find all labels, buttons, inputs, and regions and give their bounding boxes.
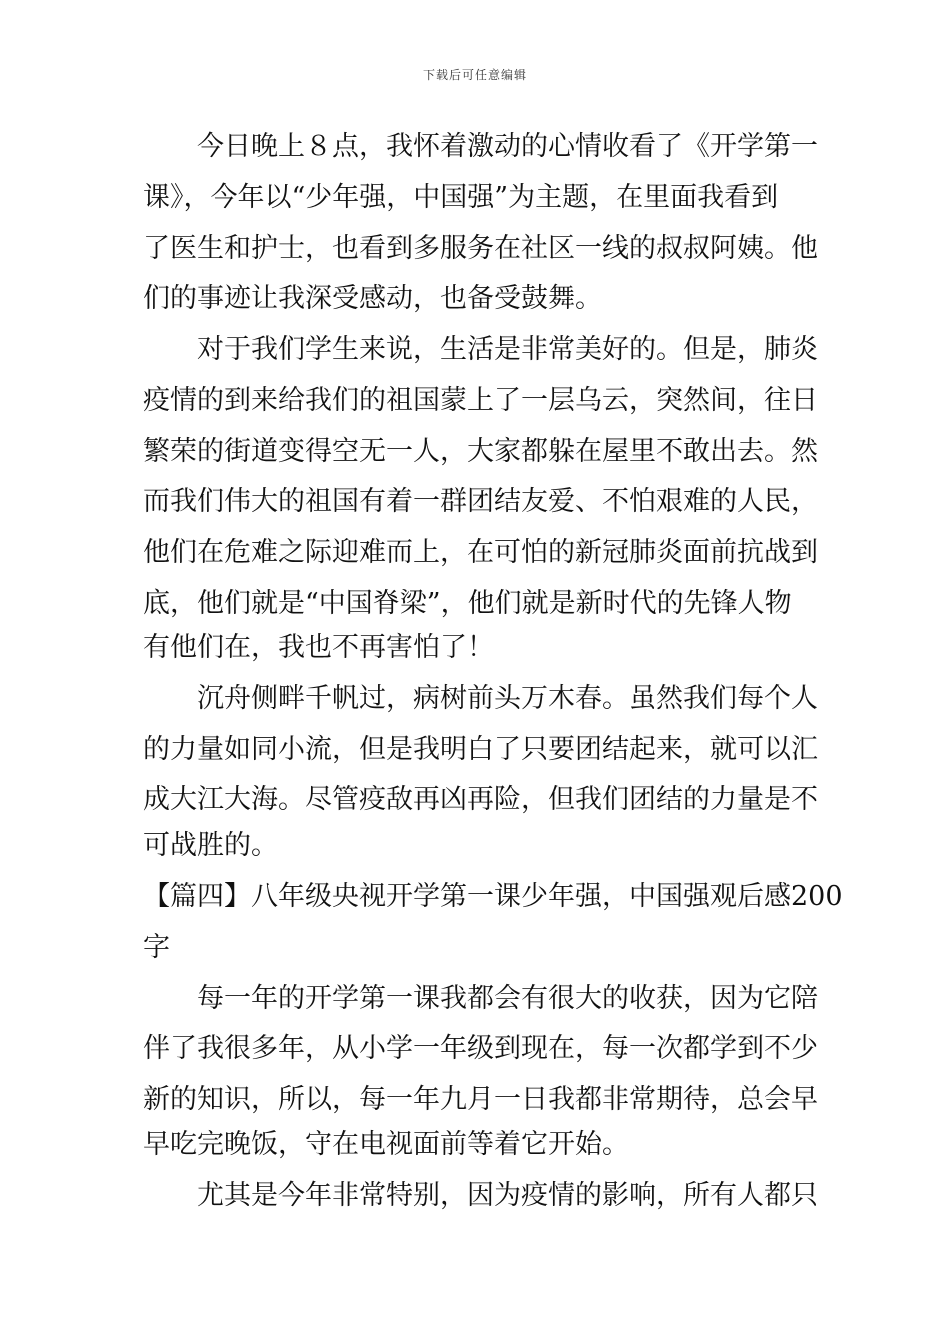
text-line: 有他们在，我也不再害怕了！ xyxy=(143,632,494,663)
text-line: 新的知识，所以，每一年九月一日我都非常期待，总会早 xyxy=(143,1084,818,1115)
text-line: 伴了我很多年，从小学一年级到现在，每一次都学到不少 xyxy=(143,1033,818,1064)
text-line: 可战胜的。 xyxy=(143,830,278,861)
text-line: 的力量如同小流，但是我明白了只要团结起来，就可以汇 xyxy=(143,734,818,765)
text-line: 们的事迹让我深受感动，也备受鼓舞。 xyxy=(143,283,602,314)
text-line: 沉舟侧畔千帆过，病树前头万木春。虽然我们每个人 xyxy=(197,683,818,714)
text-line: 成大江大海。尽管疫敌再凶再险，但我们团结的力量是不 xyxy=(143,784,818,815)
text-line: 底，他们就是“中国脊梁”，他们就是新时代的先锋人物 xyxy=(143,588,792,619)
section-heading: 【篇四】八年级央视开学第一课少年强，中国强观后感200 xyxy=(143,881,843,912)
page-header: 下载后可任意编辑 xyxy=(422,68,527,82)
text-line: 尤其是今年非常特别，因为疫情的影响，所有人都只 xyxy=(197,1180,818,1211)
text-line: 而我们伟大的祖国有着一群团结友爱、不怕艰难的人民， xyxy=(143,486,818,517)
text-line: 繁荣的街道变得空无一人，大家都躲在屋里不敢出去。然 xyxy=(143,436,818,467)
text-line: 他们在危难之际迎难而上，在可怕的新冠肺炎面前抗战到 xyxy=(143,537,818,568)
text-line: 早吃完晚饭，守在电视面前等着它开始。 xyxy=(143,1129,629,1160)
text-line: 今日晚上８点，我怀着激动的心情收看了《开学第一 xyxy=(197,131,818,162)
text-line: 疫情的到来给我们的祖国蒙上了一层乌云，突然间，往日 xyxy=(143,385,818,416)
text-line: 对于我们学生来说，生活是非常美好的。但是，肺炎 xyxy=(197,334,818,365)
text-line: 了医生和护士，也看到多服务在社区一线的叔叔阿姨。他 xyxy=(143,233,818,264)
text-line: 课》，今年以“少年强，中国强”为主题，在里面我看到 xyxy=(143,182,779,213)
text-line: 每一年的开学第一课我都会有很大的收获，因为它陪 xyxy=(197,983,818,1014)
section-heading: 字 xyxy=(143,932,170,963)
